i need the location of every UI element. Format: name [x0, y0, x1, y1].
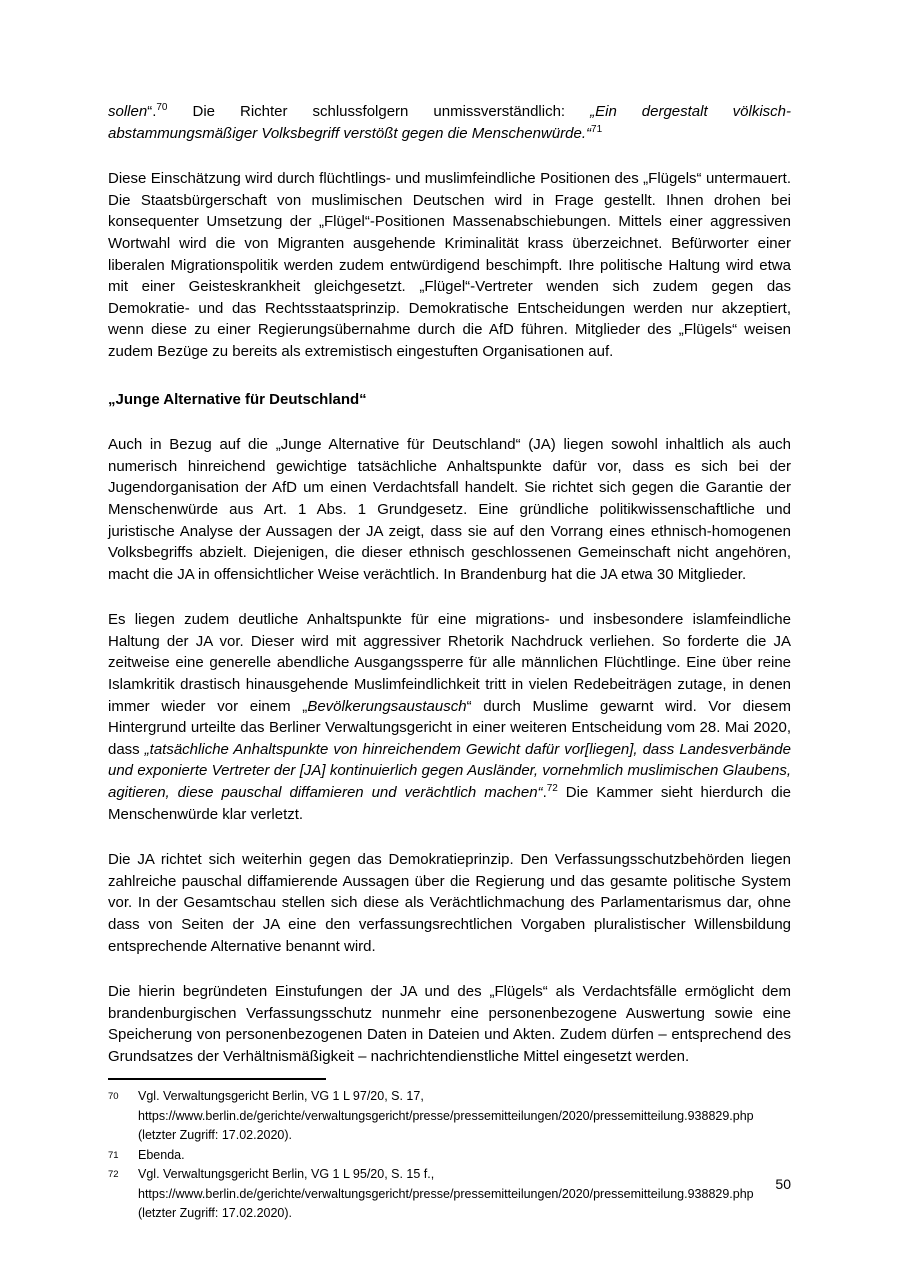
footnote-text: Vgl. Verwaltungsgericht Berlin, VG 1 L 97/20, S. 17, https://www.berlin.de/gerichte/verwaltungsgericht/presse/pressemitteilungen/2020/pressemitteilung.938829.php (letzter Zugriff: 17.02.2020).	[138, 1089, 754, 1142]
italic-text-run: „tatsächliche Anhaltspunkte von hinreichendem Gewicht dafür vor[liegen], dass Landesverbände und exponierte Vertreter der [JA] kontinuierlich gegen Ausländer, vornehmlich muslimischen Glaubens, agitieren, diese pauschal diffamieren und verächtlich machen“	[108, 740, 791, 802]
footnote-section	[108, 1078, 791, 1224]
footnote-number: 71	[108, 1149, 119, 1161]
footnote	[108, 1087, 791, 1146]
footnote-reference: 70	[156, 102, 168, 113]
text-run: Die Richter schlussfolgern unmissverständlich:	[167, 103, 591, 120]
paragraph	[108, 168, 791, 362]
footnote-number: 70	[108, 1091, 119, 1102]
page-number: 50	[775, 1176, 791, 1192]
text-run: Die hierin begründeten Einstufungen der JA und des „Flügels“ als Verdachtsfälle ermöglicht dem brandenburgischen Verfassungsschutz nunmehr eine personenbezogene Auswertung sowie eine Speicherung von personenbezogenen Daten in Dateien und Akten. Zudem dürfen – entsprechend des Grundsatzes der Verhältnismäßigkeit – nachrichtendienstliche Mittel eingesetzt werden.	[108, 983, 791, 1065]
document-body	[108, 101, 791, 1092]
paragraph	[108, 101, 791, 144]
text-run: Die JA richtet sich weiterhin gegen das Demokratieprinzip. Den Verfassungsschutzbehörden liegen zahlreiche pauschal diffamierende Aussagen über die Regierung und das gesamte politische System vor. In der Gesamtschau stellen sich diese als Verächtlichmachung des Parlamentarismus dar, ohne dass von Seiten der JA eine den verfassungsrechtlichen Vorgaben pluralistischer Willensbildung entsprechende Alternative benannt wird.	[108, 851, 791, 955]
footnotes-list	[108, 1087, 791, 1224]
footnote	[108, 1146, 791, 1166]
italic-text-run: „Ein dergestalt völkisch-abstammungsmäßiger Volksbegriff verstößt gegen die Menschenwürde.“	[108, 103, 791, 142]
italic-text-run: sollen	[108, 103, 148, 120]
section-heading	[108, 389, 791, 411]
footnote-reference: 71	[591, 123, 603, 135]
paragraph	[108, 434, 791, 585]
text-run: .	[542, 784, 547, 802]
footnote-separator-rule	[108, 1078, 326, 1080]
text-run: Diese Einschätzung wird durch flüchtlings- und muslimfeindliche Positionen des „Flügels“ untermauert. Die Staatsbürgerschaft von muslimischen Deutschen wird in Frage gestellt. Ihnen drohen bei konsequenter Umsetzung der „Flügel“-Positionen Massenabschiebungen. Mittels einer aggressiven Wortwahl wird die von Migranten ausgehende Kriminalität krass überzeichnet. Befürworter einer liberalen Migrationspolitik werden zudem entwürdigend beschimpft. Ihre politische Haltung wird etwa mit einer Geisteskrankheit gleichgesetzt. „Flügel“-Vertreter wenden sich zudem gegen das Demokratie- und das Rechtsstaatsprinzip. Demokratische Entscheidungen werden nur akzeptiert, wenn diese zu einer Regierungsübernahme durch die AfD führen. Mitglieder des „Flügels“ weisen zudem Bezüge zu bereits als extremistisch eingestuften Organisationen auf.	[108, 170, 791, 360]
footnote-reference: 72	[546, 783, 558, 795]
paragraph	[108, 609, 791, 825]
footnote-text: Vgl. Verwaltungsgericht Berlin, VG 1 L 95/20, S. 15 f., https://www.berlin.de/gerichte/verwaltungsgericht/presse/pressemitteilungen/2020/pressemitteilung.938829.php (letzter Zugriff: 17.02.2020).	[138, 1167, 754, 1220]
text-run: Es liegen zudem deutliche Anhaltspunkte für eine migrations- und insbesondere islamfeindliche Haltung der JA vor. Dieser wird mit aggressiver Rhetorik Nachdruck verliehen. So forderte die JA zeitweise eine generelle abendliche Ausgangssperre für alle männlichen Flüchtlinge. Eine über reine Islamkritik drastisch hinausgehende Muslimfeindlichkeit tritt in vielen Redebeiträgen zutage, in denen immer wieder vor einem „	[108, 611, 791, 715]
footnote	[108, 1165, 791, 1224]
text-run: Auch in Bezug auf die „Junge Alternative für Deutschland“ (JA) liegen sowohl inhaltlich als auch numerisch hinreichend gewichtige tatsächliche Anhaltspunkte dafür vor, dass es sich bei der Jugendorganisation der AfD um einen Verdachtsfall handelt. Sie richtet sich gegen die Garantie der Menschenwürde aus Art. 1 Abs. 1 Grundgesetz. Eine gründliche politikwissenschaftliche und juristische Analyse der Aussagen der JA zeigt, dass sie auf den Vorrang eines ethnisch-homogenen Volksbegriffs abzielt. Diejenigen, die dieser ethnisch geschlossenen Gemeinschaft nicht angehören, macht die JA in offensichtlicher Weise verächtlich. In Brandenburg hat die JA etwa 30 Mitglieder.	[108, 436, 791, 583]
paragraph	[108, 849, 791, 957]
italic-text-run: Bevölkerungsaustausch	[307, 697, 467, 715]
text-run: Die Kammer sieht hierdurch die Menschenwürde klar verletzt.	[108, 784, 791, 823]
footnote-text: Ebenda.	[138, 1147, 185, 1162]
text-run: “ durch Muslime gewarnt wird. Vor diesem Hintergrund urteilte das Berliner Verwaltungsgericht in einer weiteren Entscheidung vom 28. Mai 2020, dass	[108, 697, 791, 758]
text-run: “.	[147, 103, 157, 120]
text-run: „Junge Alternative für Deutschland“	[108, 390, 367, 408]
footnote-number: 72	[108, 1169, 119, 1180]
paragraph	[108, 981, 791, 1067]
